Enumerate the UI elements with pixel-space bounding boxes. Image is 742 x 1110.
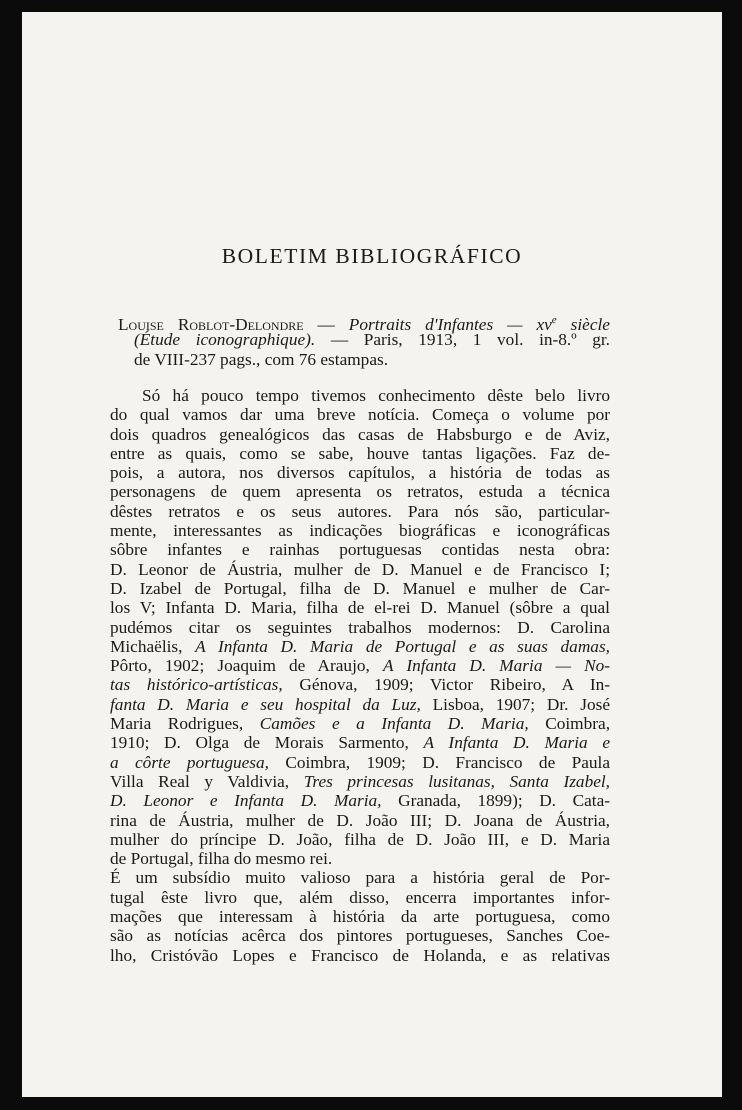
body-line	[110, 849, 610, 868]
body-text: Coimbra, 1909; D. Francisco de Paula	[268, 752, 610, 772]
body-line	[110, 579, 610, 598]
body-italic-text: a côrte portuguesa,	[110, 752, 269, 772]
body-text: entre as quais, como se sabe, houve tantas ligações. Faz de-	[110, 443, 610, 463]
body-text: de Portugal, filha do mesmo rei.	[110, 849, 333, 869]
body-text: do qual vamos dar uma breve notícia. Começa o volume por	[110, 405, 610, 425]
body-line	[110, 425, 610, 444]
body-line	[110, 695, 610, 714]
body-text: 1910; D. Olga de Morais Sarmento,	[110, 733, 424, 753]
reference-subtitle: (Étude iconographique).	[134, 330, 316, 349]
reference-title: Portraits d'Infantes — xv	[348, 314, 552, 334]
page-title: BOLETIM BIBLIOGRÁFICO	[221, 244, 523, 268]
body-text: Pôrto, 1902; Joaquim de Araujo,	[110, 656, 383, 676]
reference-line	[118, 310, 610, 334]
body-text: Lisboa, 1907; Dr. José	[420, 694, 610, 714]
body-text: sôbre infantes e rainhas portuguesas contidas nesta obra:	[110, 540, 610, 560]
body-text: personagens de quem apresenta os retratos, estuda a técnica	[110, 482, 610, 502]
body-line	[110, 482, 610, 501]
reference-separator: —	[303, 314, 349, 334]
body-text: pois, a autora, nos diversos capítulos, a história de todas as	[110, 463, 610, 483]
body-line	[110, 868, 610, 887]
reference-imprint: — Paris, 1913, 1 vol. in-8.º gr.	[315, 330, 610, 349]
document-page	[22, 12, 722, 1097]
body-italic-text: Tres princesas lusitanas, Santa Izabel,	[303, 771, 611, 791]
body-line	[110, 656, 610, 675]
body-text: tugal êste livro que, além disso, encerra importantes infor-	[110, 887, 610, 907]
body-line	[110, 637, 610, 656]
body-line	[110, 772, 610, 791]
body-line	[110, 405, 610, 424]
body-italic-text: fanta D. Maria e seu hospital da Luz,	[110, 694, 421, 714]
bibliographic-reference	[118, 310, 610, 370]
body-italic-text: D. Leonor e Infanta D. Maria,	[110, 791, 382, 811]
body-text: mente, interessantes as indicações biográficas e iconográficas	[110, 521, 610, 541]
body-line	[110, 386, 610, 405]
body-text: Maria Rodrigues,	[110, 714, 260, 734]
body-line	[110, 618, 610, 637]
body-text: dois quadros genealógicos das casas de Habsburgo e de Aviz,	[110, 424, 610, 444]
body-line	[110, 675, 610, 694]
body-text: Villa Real y Valdivia,	[110, 771, 304, 791]
body-text: são as notícias acêrca dos pintores portugueses, Sanches Coe-	[110, 926, 610, 946]
body-line	[110, 463, 610, 482]
body-line	[110, 926, 610, 945]
reference-author: Louise Roblot-Delondre	[118, 314, 304, 334]
body-text: Coimbra,	[528, 714, 611, 734]
body-line	[110, 714, 610, 733]
body-line	[110, 907, 610, 926]
body-text: D. Izabel de Portugal, filha de D. Manuel e mulher de Car-	[110, 578, 610, 598]
body-text: É um subsídio muito valioso para a história geral de Por-	[110, 868, 610, 888]
body-line	[110, 811, 610, 830]
body-line	[110, 830, 610, 849]
body-line	[110, 502, 610, 521]
body-italic-text: A Infanta D. Maria e	[423, 733, 610, 753]
body-italic-text: tas histórico-artísticas,	[110, 675, 283, 695]
body-text: D. Leonor de Áustria, mulher de D. Manuel e de Francisco I;	[110, 559, 610, 579]
body-line	[110, 521, 610, 540]
body-text: dêstes retratos e os seus autores. Para nós são, particular-	[110, 501, 610, 521]
body-text: pudémos citar os seguintes trabalhos modernos: D. Carolina	[110, 617, 610, 637]
body-line	[110, 444, 610, 463]
reference-line	[118, 330, 610, 350]
body-text: Michaëlis,	[110, 636, 196, 656]
body-line	[110, 598, 610, 617]
body-text: mações que interessam à história da arte portuguesa, como	[110, 907, 610, 927]
body-italic-text: A Infanta D. Maria — No-	[382, 656, 610, 676]
body-line	[110, 560, 610, 579]
body-line	[110, 946, 610, 965]
review-body	[110, 386, 610, 965]
reference-line	[118, 350, 610, 370]
body-text: Granada, 1899); D. Cata-	[381, 791, 610, 811]
reference-superscript: e	[551, 314, 557, 326]
body-text: mulher do príncipe D. João, filha de D. João III, e D. Maria	[110, 829, 610, 849]
body-text: rina de Áustria, mulher de D. João III; D. Joana de Áustria,	[110, 810, 610, 830]
body-italic-text: Camões e a Infanta D. Maria,	[259, 714, 529, 734]
body-text: los V; Infanta D. Maria, filha de el-rei D. Manuel (sôbre a qual	[110, 598, 610, 618]
body-italic-text: A Infanta D. Maria de Portugal e as suas damas,	[195, 636, 610, 656]
body-text: lho, Cristóvão Lopes e Francisco de Holanda, e as relativas	[110, 945, 610, 965]
reference-extent: de VIII-237 pags., com 76 estampas.	[134, 350, 389, 369]
body-line	[110, 888, 610, 907]
body-line	[110, 753, 610, 772]
reference-title-end: siècle	[556, 314, 610, 334]
body-line	[110, 733, 610, 752]
body-text: Génova, 1909; Victor Ribeiro, A In-	[282, 675, 610, 695]
body-line	[110, 540, 610, 559]
body-line	[110, 791, 610, 810]
body-text: Só há pouco tempo tivemos conhecimento dêste belo livro	[142, 386, 610, 405]
